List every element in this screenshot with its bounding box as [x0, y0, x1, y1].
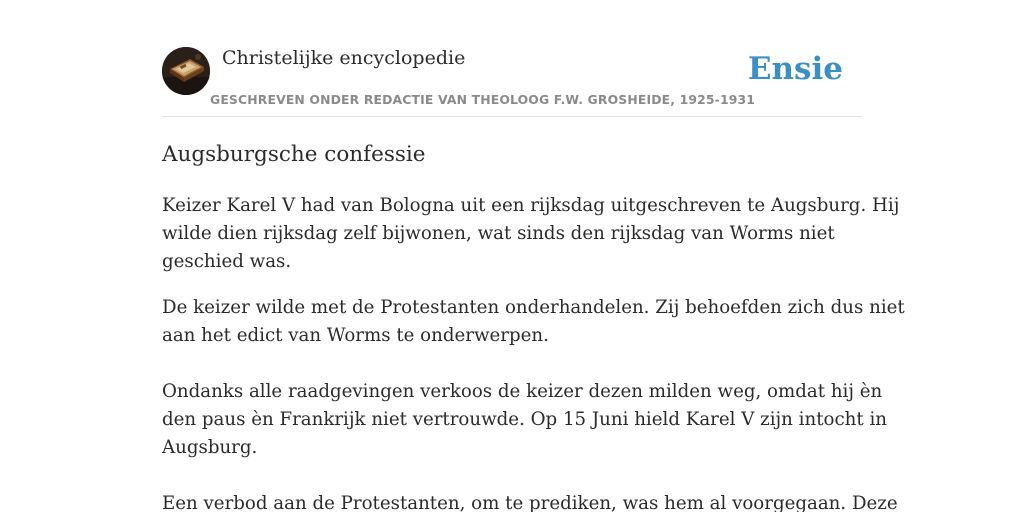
paragraph-line: wilde dien rijksdag zelf bijwonen, wat sinds den rijksdag van Worms niet — [162, 223, 835, 244]
site-title[interactable]: Christelijke encyclopedie — [222, 47, 466, 69]
paragraph-line: Ondanks alle raadgevingen verkoos de keizer dezen milden weg, omdat hij èn — [162, 381, 883, 402]
paragraph — [162, 490, 898, 512]
paragraph-line: geschied was. — [162, 251, 292, 272]
paragraph-line: aan het edict van Worms te onderwerpen. — [162, 325, 549, 346]
paragraph-line: Augsburg. — [162, 437, 258, 458]
avatar[interactable] — [162, 47, 210, 95]
paragraph — [162, 378, 887, 462]
article-title: Augsburgsche confessie — [162, 142, 426, 167]
paragraph — [162, 294, 905, 350]
book-photo-icon — [162, 47, 210, 95]
paragraph-line: Een verbod aan de Protestanten, om te prediken, was hem al voorgegaan. Deze — [162, 493, 898, 512]
article-body — [162, 192, 905, 512]
page-container — [162, 0, 905, 512]
site-subtitle: GESCHREVEN ONDER REDACTIE VAN THEOLOOG F.W. GROSHEIDE, 1925-1931 — [210, 92, 756, 107]
paragraph-line: Keizer Karel V had van Bologna uit een rijksdag uitgeschreven te Augsburg. Hij — [162, 195, 900, 216]
paragraph — [162, 192, 900, 276]
site-header — [162, 46, 862, 117]
paragraph-line: De keizer wilde met de Protestanten onderhandelen. Zij behoefden zich dus niet — [162, 297, 905, 318]
brand-logo[interactable]: Ensie — [747, 51, 843, 87]
paragraph-line: den paus èn Frankrijk niet vertrouwde. Op 15 Juni hield Karel V zijn intocht in — [162, 409, 887, 430]
